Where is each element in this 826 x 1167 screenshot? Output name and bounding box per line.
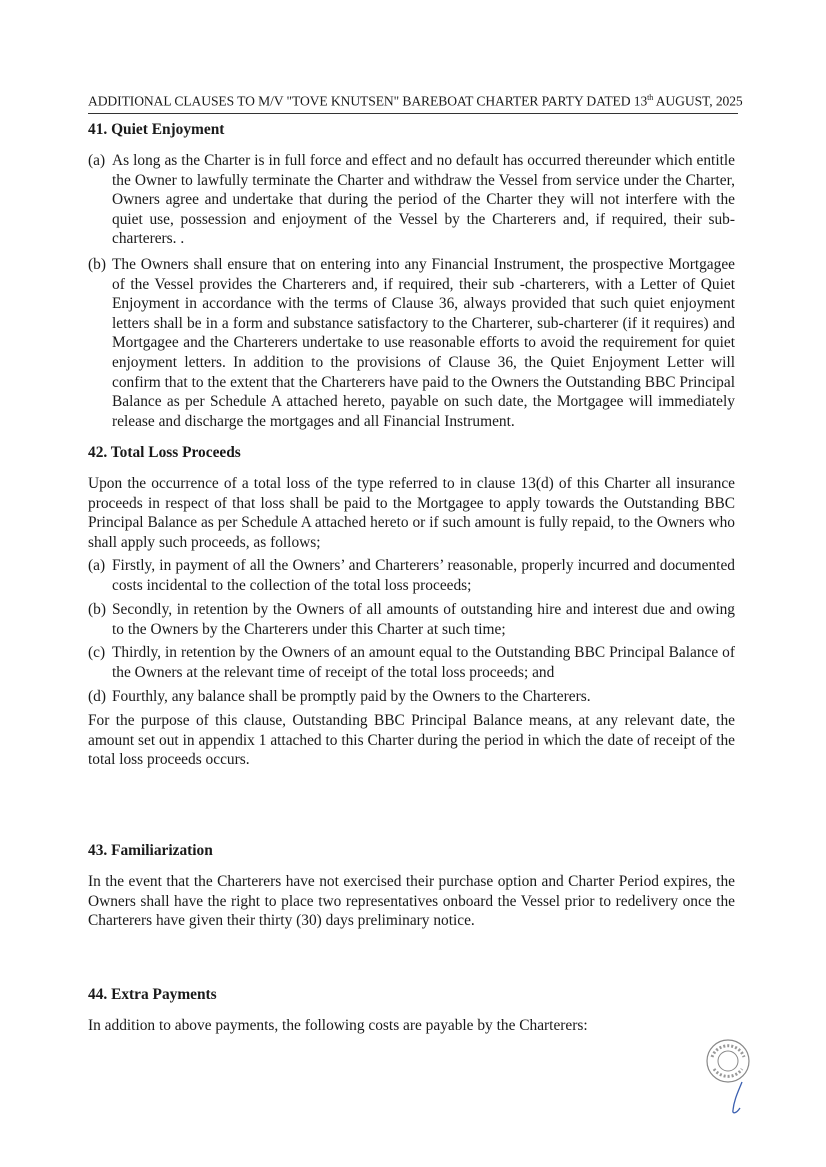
clause-41-a — [88, 151, 735, 249]
item-label: (b) — [88, 256, 106, 273]
item-label: (d) — [88, 688, 106, 705]
company-stamp-icon — [704, 1037, 752, 1085]
clause-42-intro: Upon the occurrence of a total loss of the type referred to in clause 13(d) of this Charter all insurance proceeds in respect of that loss shall be paid to the Mortgagee to apply towards the Outstanding BBC Principal Balance as per Schedule A attached hereto or if such amount is fully repaid, to the Owners who shall apply such proceeds, as follows; — [88, 475, 735, 551]
item-text: Fourthly, any balance shall be promptly paid by the Owners to the Charterers. — [112, 688, 591, 705]
clause-42-c — [88, 643, 735, 682]
item-text: Firstly, in payment of all the Owners’ and Charterers’ reasonable, properly incurred and documented costs incidental to the collection of the total loss proceeds; — [112, 557, 735, 594]
item-label: (a) — [88, 152, 106, 169]
item-text: The Owners shall ensure that on entering into any Financial Instrument, the prospective Mortgagee of the Vessel provides the Charterers and, if required, their sub -charterers, with a Letter of Quiet Enjoyment in accordance with the terms of Clause 36, always provided that such quiet enjoyment letters shall be in a form and substance satisfactory to the Charterer, sub-charterer (if it requires) and Mortgagee and the Charterers undertake to use reasonable efforts to avoid the requirement for quiet enjoyment letters. In addition to the provisions of Clause 36, the Quiet Enjoyment Letter will confirm that to the extent that the Charterers have paid to the Owners the Outstanding BBC Principal Balance as per Schedule A attached hereto, payable on such date, the Mortgagee will immediately release and discharge the mortgages and all Financial Instrument. — [112, 256, 735, 430]
item-label: (c) — [88, 644, 106, 661]
clause-42-closing: For the purpose of this clause, Outstanding BBC Principal Balance means, at any relevant date, the amount set out in appendix 1 attached to this Charter during the period in which the date of receipt of the total loss proceeds occurs. — [88, 712, 735, 769]
item-text: Secondly, in retention by the Owners of all amounts of outstanding hire and interest due and owing to the Owners by the Charterers under this Charter at such time; — [112, 601, 735, 638]
clause-42-a — [88, 556, 735, 595]
signature-initial-icon — [726, 1080, 750, 1116]
header-sup: th — [647, 93, 654, 102]
clause-43-heading: 43. Familiarization — [88, 842, 213, 859]
clause-44-heading: 44. Extra Payments — [88, 986, 217, 1003]
page-header — [88, 88, 743, 114]
clause-42-b — [88, 600, 735, 639]
header-title-end: AUGUST, 2025 — [653, 93, 743, 109]
item-text: As long as the Charter is in full force and effect and no default has occurred thereunder which entitle the Owner to lawfully terminate the Charter and withdraw the Vessel from service under the Charter, Owners agree and undertake that during the period of the Charter they will not interfere with the quiet use, possession and enjoyment of the Vessel by the Charterers and, if required, their sub-charterers. . — [112, 152, 735, 248]
clause-44-text: In addition to above payments, the following costs are payable by the Charterers: — [88, 1017, 588, 1034]
clause-42-heading: 42. Total Loss Proceeds — [88, 444, 241, 461]
header-title: ADDITIONAL CLAUSES TO M/V "TOVE KNUTSEN" BAREBOAT CHARTER PARTY DATED 13 — [88, 93, 648, 109]
item-text: Thirdly, in retention by the Owners of an amount equal to the Outstanding BBC Principal Balance of the Owners at the relevant time of receipt of the total loss proceeds; and — [112, 644, 735, 681]
clause-43-text: In the event that the Charterers have not exercised their purchase option and Charter Period expires, the Owners shall have the right to place two representatives onboard the Vessel prior to redelivery once the Charterers have given their thirty (30) days preliminary notice. — [88, 873, 735, 930]
item-label: (b) — [88, 601, 106, 618]
clause-42-d — [88, 687, 735, 707]
item-label: (a) — [88, 557, 106, 574]
clause-41-b — [88, 255, 735, 431]
clause-41-heading: 41. Quiet Enjoyment — [88, 121, 225, 138]
